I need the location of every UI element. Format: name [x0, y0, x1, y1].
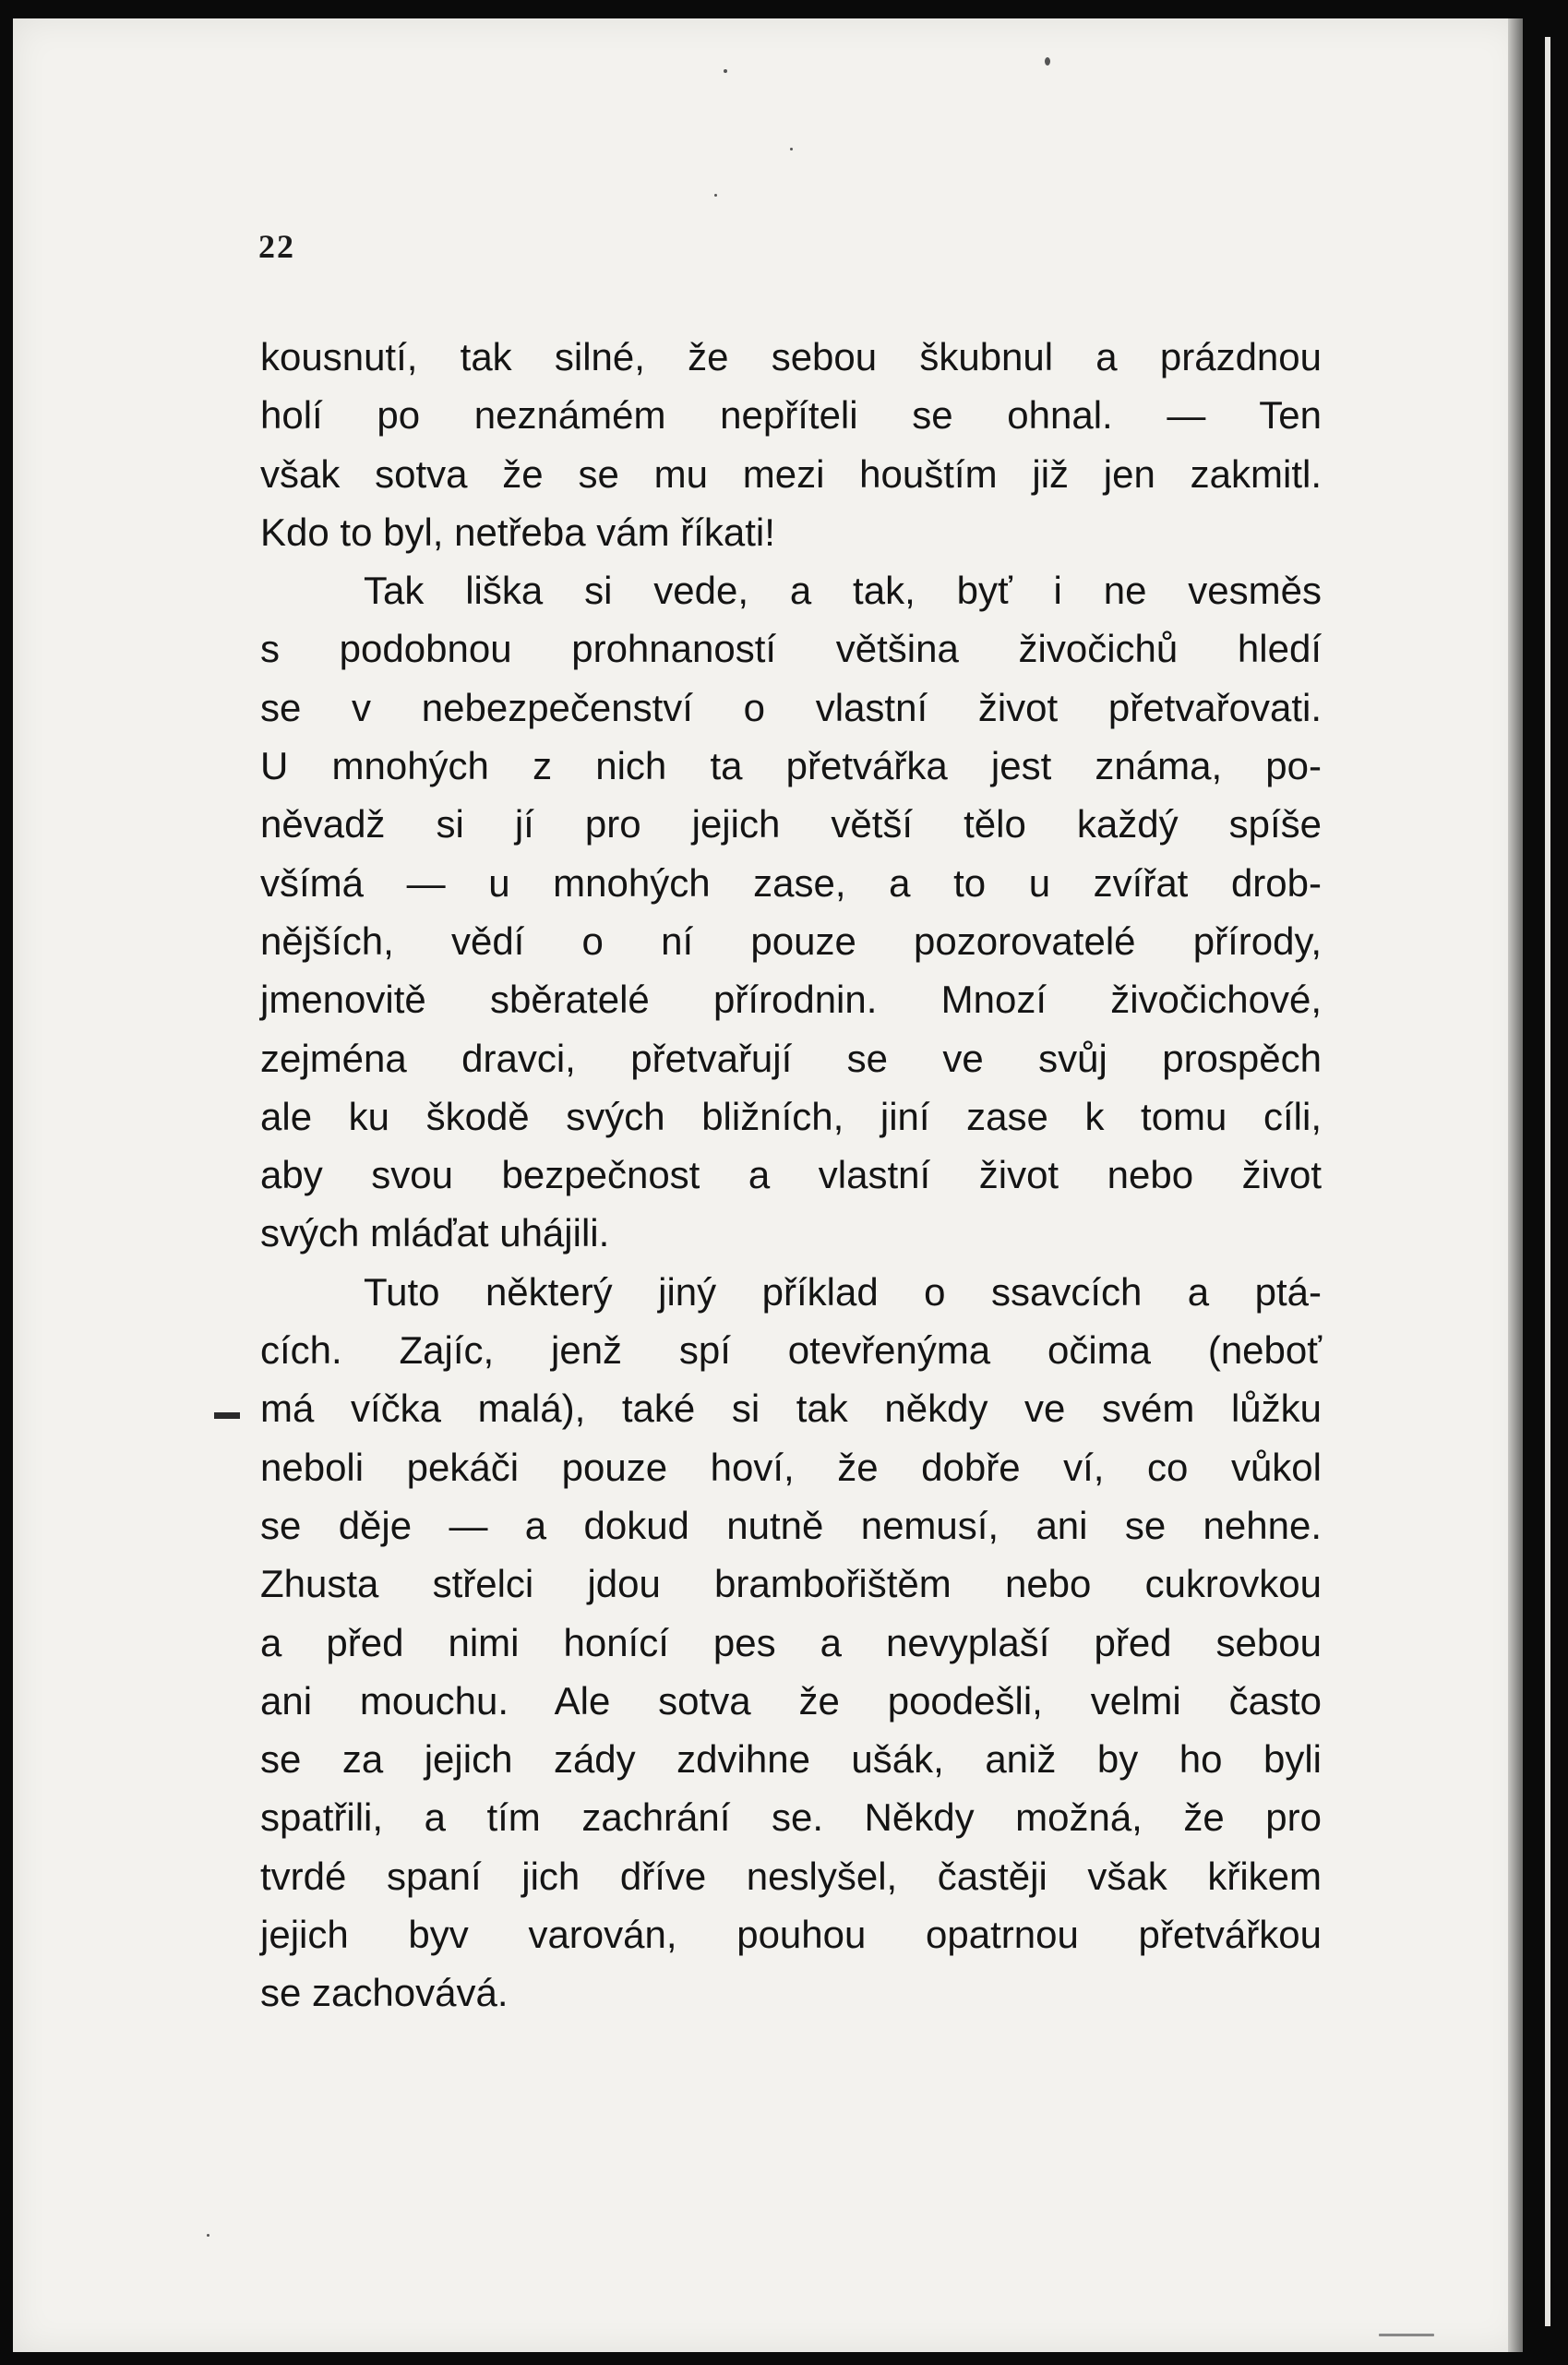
text-line: se děje — a dokud nutně nemusí, ani se nehne. — [260, 1503, 1322, 1547]
text-line: něvadž si jí pro jejich větší tělo každý spíše — [260, 802, 1322, 846]
body-text — [260, 328, 1322, 2023]
text-line: má víčka malá), také si tak někdy ve svém lůžku — [260, 1387, 1322, 1431]
paper-speck — [714, 194, 717, 197]
next-page-edge — [1545, 37, 1550, 2326]
text-line: ale ku škodě svých bližních, jiní zase k tomu cíli, — [260, 1094, 1322, 1138]
text-line: kousnutí, tak silné, že sebou škubnul a prázdnou — [260, 335, 1322, 378]
text-line: s podobnou prohnaností většina živočichů hledí — [260, 627, 1322, 671]
text-line: Kdo to byl, netřeba vám říkati! — [260, 510, 775, 554]
text-line: jmenovitě sběratelé přírodnin. Mnozí živočichové, — [260, 978, 1322, 1022]
page-edge-shadow — [1508, 18, 1523, 2352]
text-line: však sotva že se mu mezi houštím již jen zakmitl. — [260, 451, 1322, 496]
text-line: nějších, vědí o ní pouze pozorovatelé přírody, — [260, 918, 1322, 963]
paragraph-start: Tuto některý jiný příklad o ssavcích a ptá- — [364, 1269, 1322, 1314]
margin-mark — [214, 1412, 240, 1419]
text-line: se v nebezpečenství o vlastní život přetvařovati. — [260, 685, 1322, 729]
text-line: se za jejich zády zdvihne ušák, aniž by ho byli — [260, 1737, 1322, 1782]
text-line: neboli pekáči pouze hoví, že dobře ví, co vůkol — [260, 1445, 1322, 1489]
paper-smudge — [1379, 2334, 1434, 2336]
text-line: se zachovává. — [260, 1971, 509, 2015]
page-number: 22 — [258, 228, 295, 265]
paper-speck — [207, 2234, 209, 2237]
text-line: všímá — u mnohých zase, a to u zvířat drob- — [260, 860, 1322, 905]
text-line: U mnohých z nich ta přetvářka jest známa, po- — [260, 744, 1322, 788]
text-line: ani mouchu. Ale sotva že poodešli, velmi často — [260, 1678, 1322, 1723]
scan-right-border — [1523, 0, 1568, 2365]
text-line: aby svou bezpečnost a vlastní život nebo život — [260, 1153, 1322, 1197]
text-line: a před nimi honící pes a nevyplaší před sebou — [260, 1620, 1322, 1664]
paper-speck — [724, 69, 727, 73]
paper-speck — [1045, 57, 1050, 66]
text-line: tvrdé spaní jich dříve neslyšel, častěji však křikem — [260, 1854, 1322, 1898]
paper-speck — [790, 148, 793, 150]
text-line: zejména dravci, přetvařují se ve svůj prospěch — [260, 1036, 1322, 1080]
text-line: jejich byv varován, pouhou opatrnou přetvářkou — [260, 1913, 1322, 1957]
text-line: Zhusta střelci jdou brambořištěm nebo cukrovkou — [260, 1562, 1322, 1606]
text-line: svých mláďat uhájili. — [260, 1211, 610, 1255]
text-line: cích. Zajíc, jenž spí otevřenýma očima (neboť — [260, 1328, 1322, 1373]
text-line: spatřili, a tím zachrání se. Někdy možná, že pro — [260, 1795, 1322, 1840]
text-line: holí po neznámém nepříteli se ohnal. — Ten — [260, 393, 1322, 438]
paragraph-start: Tak liška si vede, a tak, byť i ne vesměs — [364, 569, 1322, 613]
